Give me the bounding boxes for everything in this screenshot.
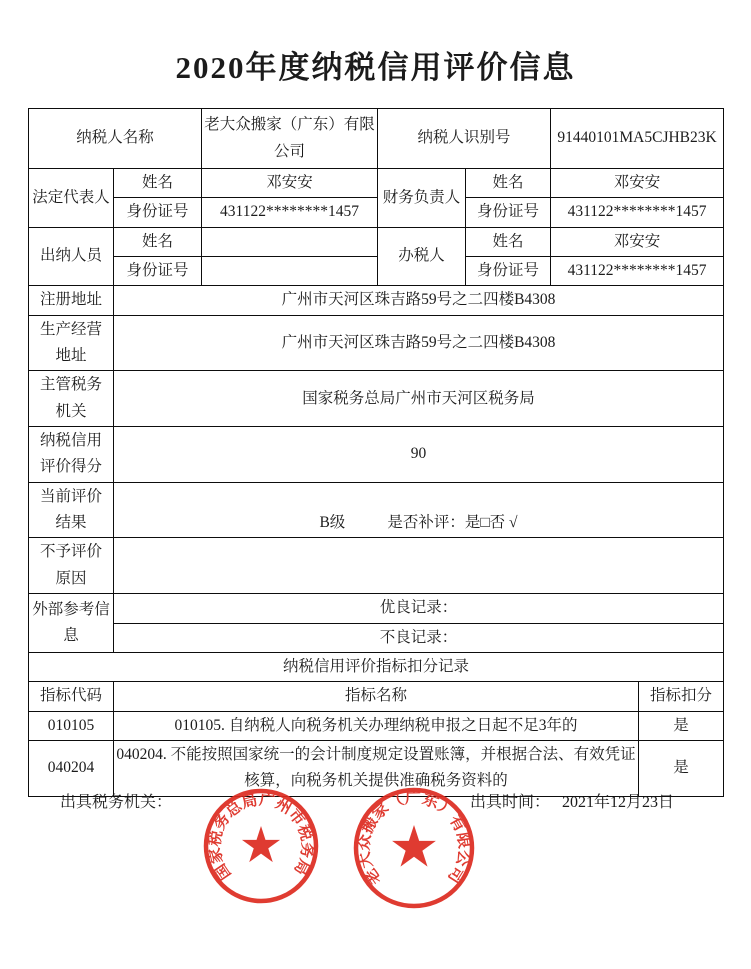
current-result-value [114, 482, 724, 538]
table-row [29, 109, 724, 169]
stamps [180, 773, 500, 933]
table-row [29, 711, 724, 740]
tax-agent-label: 办税人 [378, 227, 466, 286]
table-row [29, 538, 724, 594]
legal-rep-label: 法定代表人 [29, 169, 114, 228]
deduction-code: 040204 [29, 740, 114, 796]
deduction-section-title: 纳税信用评价指标扣分记录 [29, 652, 724, 681]
no-eval-reason-value [114, 538, 724, 594]
star-icon [242, 826, 280, 862]
indicator-name-header: 指标名称 [114, 682, 639, 711]
no-eval-reason-label: 不予评价 原因 [29, 538, 114, 594]
table-row [29, 227, 724, 256]
business-address-label: 生产经营 地址 [29, 315, 114, 371]
credit-score-value: 90 [114, 427, 724, 483]
deduction-name: 040204. 不能按照国家统一的会计制度规定设置账簿，并根据合法、有效凭证核算，向税务机关提供准确税务资料的 [114, 740, 639, 796]
table-row [29, 482, 724, 538]
legal-rep-id-label: 身份证号 [114, 198, 202, 227]
registered-address-value: 广州市天河区珠吉路59号之二四楼B4308 [114, 286, 724, 315]
credit-score-label: 纳税信用 评价得分 [29, 427, 114, 483]
table-row [29, 257, 724, 286]
business-address-value: 广州市天河区珠吉路59号之二四楼B4308 [114, 315, 724, 371]
finance-id-label: 身份证号 [466, 198, 551, 227]
legal-rep-name-value: 邓安安 [202, 169, 378, 198]
tax-bureau-stamp [205, 790, 316, 901]
finance-id-value: 431122********1457 [551, 198, 724, 227]
tax-agent-id-value: 431122********1457 [551, 257, 724, 286]
tax-authority-label: 主管税务 机关 [29, 371, 114, 427]
issuing-authority-label: 出具税务机关： [60, 794, 173, 811]
legal-rep-name-label: 姓名 [114, 169, 202, 198]
issue-date: 2021年12月23日 [562, 794, 675, 811]
tax-agent-name-label: 姓名 [466, 227, 551, 256]
indicator-code-header: 指标代码 [29, 682, 114, 711]
good-record-cell: 优良记录： [114, 594, 724, 623]
table-row [29, 315, 724, 371]
finance-name-label: 姓名 [466, 169, 551, 198]
credit-info-table [28, 108, 724, 797]
finance-officer-label: 财务负责人 [378, 169, 466, 228]
registered-address-label: 注册地址 [29, 286, 114, 315]
external-ref-label: 外部参考信 息 [29, 594, 114, 653]
cashier-label: 出纳人员 [29, 227, 114, 286]
table-row [29, 652, 724, 681]
stamp-ring [206, 791, 316, 901]
stamp-ring [356, 790, 472, 906]
page-title: 2020年度纳税信用评价信息 [175, 50, 576, 85]
deduction-name: 010105. 自纳税人向税务机关办理纳税申报之日起不足3年的 [114, 711, 639, 740]
taxpayer-name-value: 老大众搬家（广东）有限公司 [202, 109, 378, 169]
tax-agent-name-value: 邓安安 [551, 227, 724, 256]
deduction-flag: 是 [639, 711, 724, 740]
table-row [29, 169, 724, 198]
legal-rep-id-value: 431122********1457 [202, 198, 378, 227]
cashier-name-value [202, 227, 378, 256]
tax-authority-value: 国家税务总局广州市天河区税务局 [114, 371, 724, 427]
cashier-id-label: 身份证号 [114, 257, 202, 286]
deduction-flag: 是 [639, 740, 724, 796]
current-result-label: 当前评价 结果 [29, 482, 114, 538]
finance-name-value: 邓安安 [551, 169, 724, 198]
bad-record-cell: 不良记录： [114, 623, 724, 652]
taxpayer-name-label: 纳税人名称 [29, 109, 202, 169]
tax-bureau-stamp-text: 国家税务总局广州市税务局 [207, 792, 315, 883]
tax-agent-id-label: 身份证号 [466, 257, 551, 286]
supplementary-eval: 是否补评：是□否 √ [387, 514, 518, 532]
table-row [29, 371, 724, 427]
table-row [29, 594, 724, 623]
cashier-id-value [202, 257, 378, 286]
table-row [29, 623, 724, 652]
svg-text:国家税务总局广州市税务局 [205, 790, 316, 883]
indicator-deduction-header: 指标扣分 [639, 682, 724, 711]
taxpayer-id-label: 纳税人识别号 [378, 109, 551, 169]
table-row [29, 198, 724, 227]
table-row [29, 286, 724, 315]
deduction-code: 010105 [29, 711, 114, 740]
company-stamp [354, 789, 473, 906]
table-row [29, 427, 724, 483]
cashier-name-label: 姓名 [114, 227, 202, 256]
company-stamp-text: 老大众搬家（广东）有限公司 [356, 790, 472, 888]
issue-time-label: 出具时间： [470, 794, 551, 811]
table-row [29, 682, 724, 711]
table-row [29, 740, 724, 796]
taxpayer-id-value: 91440101MA5CJHB23K [551, 109, 724, 169]
svg-text:老大众搬家（广东）有限公司 [354, 789, 473, 889]
credit-grade: B级 [319, 514, 346, 532]
star-icon [392, 825, 436, 867]
